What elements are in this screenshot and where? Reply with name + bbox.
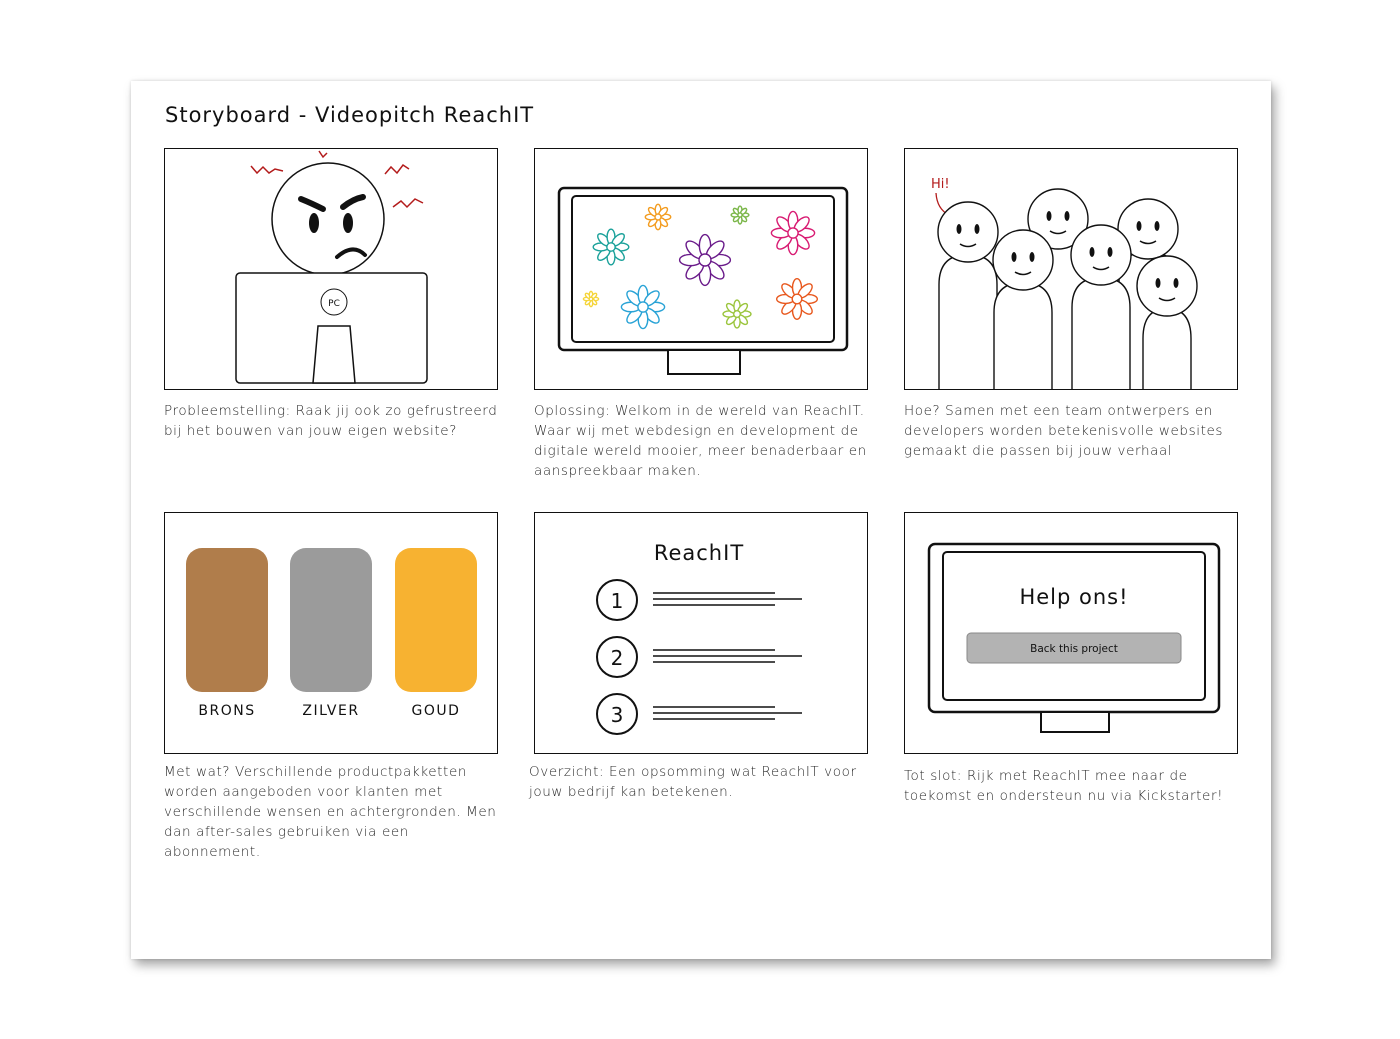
scene-3-caption: Hoe? Samen met een team ontwerpers en developers worden betekenisvolle websites gemaakt die passen bij jouw verhaal	[904, 403, 1224, 459]
team-member-icon	[1137, 256, 1197, 390]
scene-5-panel	[534, 512, 868, 754]
help-monitor-illustration	[905, 513, 1238, 754]
scene-4-caption: Met wat? Verschillende productpakketten worden aangeboden voor klanten met verschillende wensen en achtergronden. Men dan after-sales gebruiken via een abonnement.	[164, 764, 497, 860]
overview-item-3	[597, 694, 802, 734]
team-member-icon	[993, 230, 1053, 390]
flower-icon	[593, 229, 629, 265]
package-label-brons: BRONS	[198, 703, 256, 719]
overview-illustration	[535, 513, 868, 754]
packages-illustration	[165, 513, 498, 754]
scene-2-caption: Oplossing: Welkom in de wereld van ReachIT. Waar wij met webdesign en development de digitale wereld mooier, meer benaderbaar en aanspreekbaar maken.	[534, 403, 867, 479]
flower-icon	[621, 285, 664, 328]
package-swatch-brons	[186, 548, 268, 692]
team-member-icon	[938, 202, 998, 390]
scene-6-panel	[904, 512, 1238, 754]
back-this-project-label: Back this project	[1030, 643, 1118, 655]
scene-6-caption: Tot slot: Rijk met ReachIT mee naar de toekomst en ondersteun nu via Kickstarter!	[904, 768, 1224, 804]
team-member-icon	[1071, 225, 1131, 390]
overview-item-2	[597, 637, 802, 677]
flower-icon	[731, 206, 749, 224]
package-label-goud: GOUD	[411, 703, 461, 719]
overview-heading: ReachIT	[653, 541, 745, 565]
back-this-project-button[interactable]	[967, 633, 1181, 663]
page-title: Storyboard - Videopitch ReachIT	[165, 103, 535, 127]
cta-heading: Help ons!	[1019, 585, 1129, 609]
team-illustration	[905, 149, 1238, 390]
speech-text: Hi!	[931, 177, 950, 192]
overview-number-3: 3	[610, 703, 624, 727]
flower-monitor-illustration	[535, 149, 868, 390]
frustrated-person-illustration	[165, 149, 498, 390]
flower-icon	[777, 279, 818, 320]
storyboard-sheet	[131, 81, 1271, 959]
scene-1-panel	[164, 148, 498, 390]
flower-icon	[723, 300, 751, 328]
scene-2-panel	[534, 148, 868, 390]
flower-icon	[645, 204, 670, 229]
pc-label: PC	[328, 299, 340, 309]
flower-icon	[680, 235, 731, 286]
overview-item-1	[597, 580, 802, 620]
flower-icon	[771, 211, 814, 254]
package-swatch-zilver	[290, 548, 372, 692]
flower-icon	[583, 291, 598, 306]
package-label-zilver: ZILVER	[302, 703, 360, 719]
scene-5-caption: Overzicht: Een opsomming wat ReachIT voor jouw bedrijf kan betekenen.	[529, 764, 857, 800]
scene-1-caption: Probleemstelling: Raak jij ook zo gefrustreerd bij het bouwen van jouw eigen website?	[164, 403, 498, 439]
scene-3-panel	[904, 148, 1238, 390]
scene-4-panel	[164, 512, 498, 754]
overview-number-1: 1	[610, 589, 624, 613]
package-swatch-goud	[395, 548, 477, 692]
overview-number-2: 2	[610, 646, 624, 670]
